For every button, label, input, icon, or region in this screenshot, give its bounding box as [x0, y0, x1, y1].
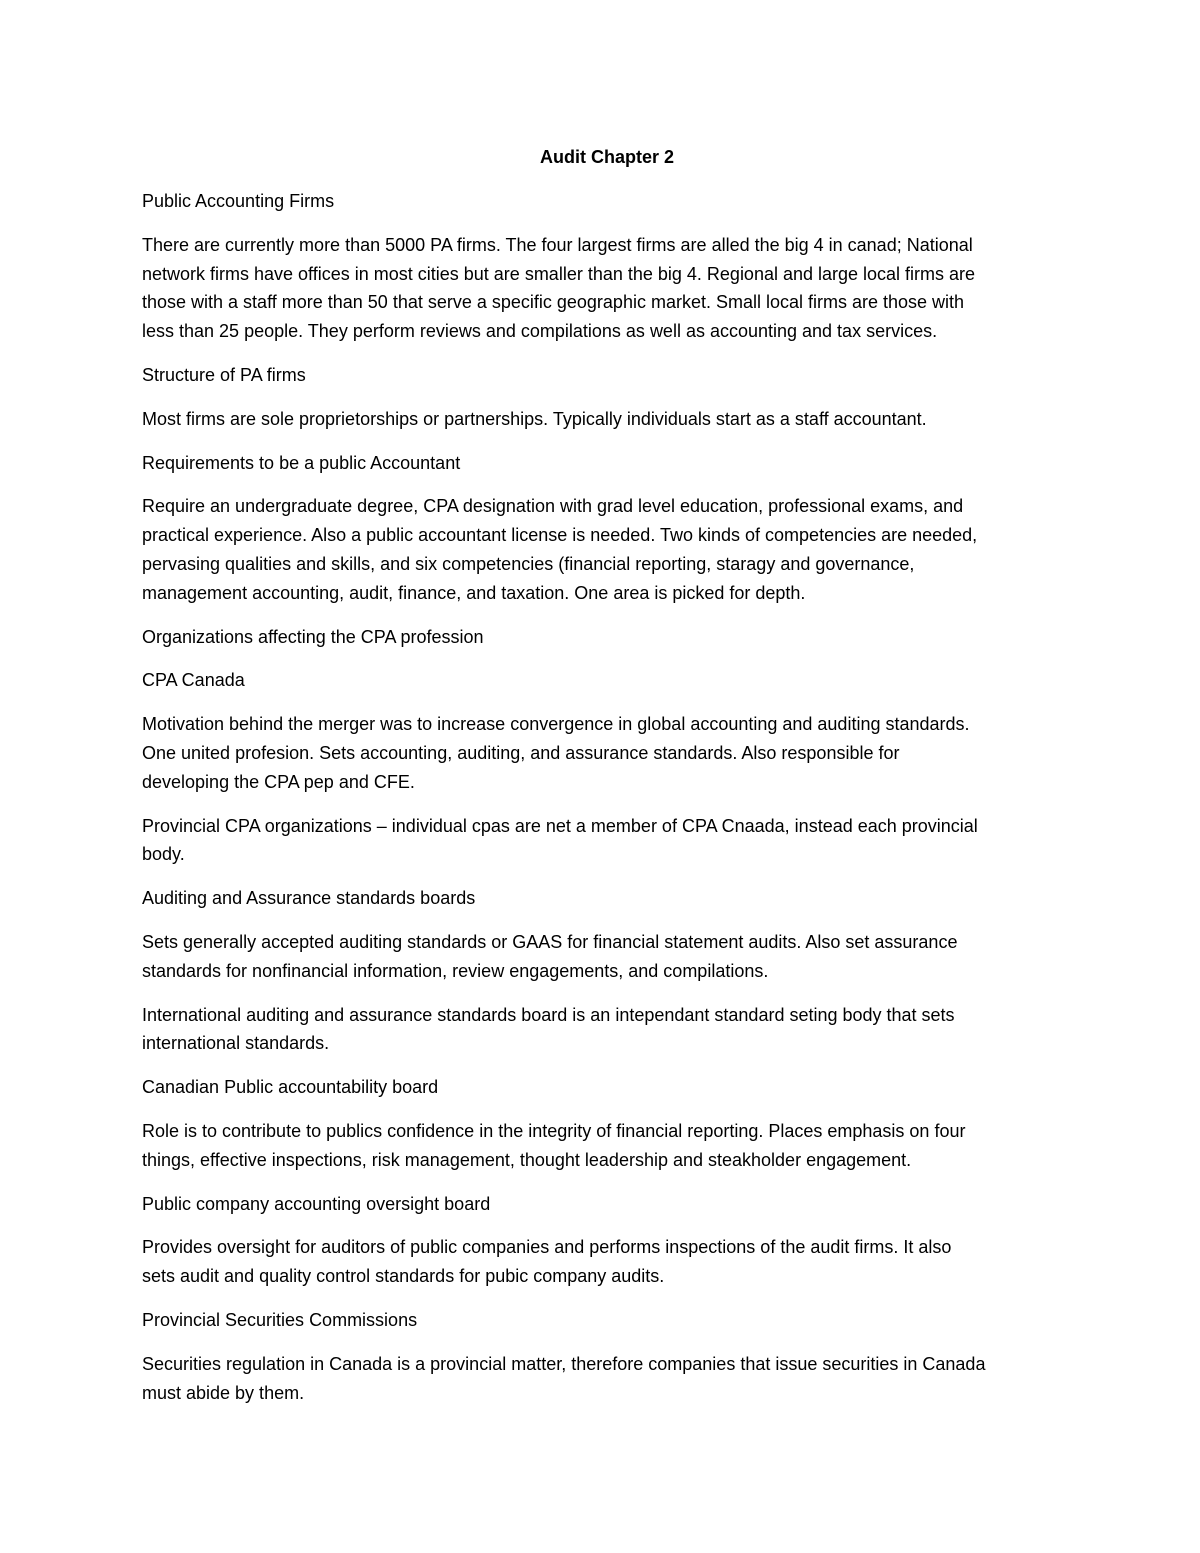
document-body [142, 143, 1072, 1422]
text-line: practical experience. Also a public accountant license is needed. Two kinds of competencies are needed, [142, 525, 978, 546]
text-line: There are currently more than 5000 PA firms. The four largest firms are alled the big 4 in canad; National [142, 234, 973, 255]
heading-cpab [142, 1073, 1072, 1102]
heading-organizations [142, 623, 1072, 652]
text-line: pervasing qualities and skills, and six competencies (financial reporting, staragy and governance, [142, 553, 915, 574]
text-line: Public Accounting Firms [142, 191, 335, 211]
paragraph-provincial-cpa [142, 812, 1072, 870]
text-line: international standards. [142, 1033, 330, 1054]
text-line: Organizations affecting the CPA profession [142, 626, 484, 647]
paragraph-requirements [142, 492, 1072, 607]
text-line: Provincial CPA organizations – individual cpas are net a member of CPA Cnaada, instead each provincial [142, 815, 978, 836]
text-line: One united profesion. Sets accounting, auditing, and assurance standards. Also responsible for [142, 742, 900, 763]
text-line: Motivation behind the merger was to increase convergence in global accounting and auditing standards. [142, 714, 970, 735]
text-line: Most firms are sole proprietorships or partnerships. Typically individuals start as a staff accountant. [142, 408, 927, 429]
paragraph-securities [142, 1350, 1072, 1408]
paragraph-cpa-canada [142, 710, 1072, 796]
text-line: Requirements to be a public Accountant [142, 452, 461, 473]
text-line: sets audit and quality control standards for pubic company audits. [142, 1266, 665, 1287]
heading-cpa-canada [142, 666, 1072, 695]
text-line: less than 25 people. They perform reviews and compilations as well as accounting and tax services. [142, 321, 938, 342]
paragraph-cpab [142, 1117, 1072, 1175]
paragraph-structure [142, 405, 1072, 434]
paragraph-international-board [142, 1001, 1072, 1059]
text-line: Canadian Public accountability board [142, 1077, 439, 1098]
text-line: network firms have offices in most cities but are smaller than the big 4. Regional and large local firms are [142, 263, 976, 284]
paragraph-pa-firms [142, 231, 1072, 346]
text-line: CPA Canada [142, 670, 245, 691]
text-line: developing the CPA pep and CFE. [142, 771, 415, 792]
text-line: management accounting, audit, finance, and taxation. One area is picked for depth. [142, 582, 806, 603]
text-line: Provincial Securities Commissions [142, 1309, 418, 1330]
text-line: things, effective inspections, risk management, thought leadership and steakholder engagement. [142, 1149, 912, 1170]
text-line: those with a staff more than 50 that serve a specific geographic market. Small local firms are those with [142, 292, 965, 313]
text-line: must abide by them. [142, 1382, 305, 1403]
document-title: Audit Chapter 2 [539, 147, 674, 167]
text-line: Provides oversight for auditors of public companies and performs inspections of the audit firms. It also [142, 1237, 952, 1258]
text-line: Role is to contribute to publics confidence in the integrity of financial reporting. Places emphasis on four [142, 1120, 966, 1141]
heading-securities-commissions [142, 1306, 1072, 1335]
heading-requirements [142, 449, 1072, 478]
text-line: body. [142, 844, 185, 865]
heading-structure-of-pa-firms [142, 361, 1072, 390]
paragraph-gaas [142, 928, 1072, 986]
text-line: Structure of PA firms [142, 364, 306, 385]
paragraph-pcaob [142, 1233, 1072, 1291]
heading-pcaob [142, 1190, 1072, 1219]
heading-public-accounting-firms [142, 187, 1072, 216]
heading-auditing-assurance-boards [142, 884, 1072, 913]
text-line: Securities regulation in Canada is a provincial matter, therefore companies that issue securities in Canada [142, 1353, 986, 1374]
text-line: Auditing and Assurance standards boards [142, 888, 476, 909]
text-line: International auditing and assurance standards board is an intependant standard seting body that sets [142, 1004, 955, 1025]
text-line: Require an undergraduate degree, CPA designation with grad level education, professional exams, and [142, 496, 964, 517]
text-line: Public company accounting oversight board [142, 1193, 491, 1214]
text-line: Sets generally accepted auditing standards or GAAS for financial statement audits. Also set assurance [142, 931, 958, 952]
text-line: standards for nonfinancial information, review engagements, and compilations. [142, 960, 769, 981]
